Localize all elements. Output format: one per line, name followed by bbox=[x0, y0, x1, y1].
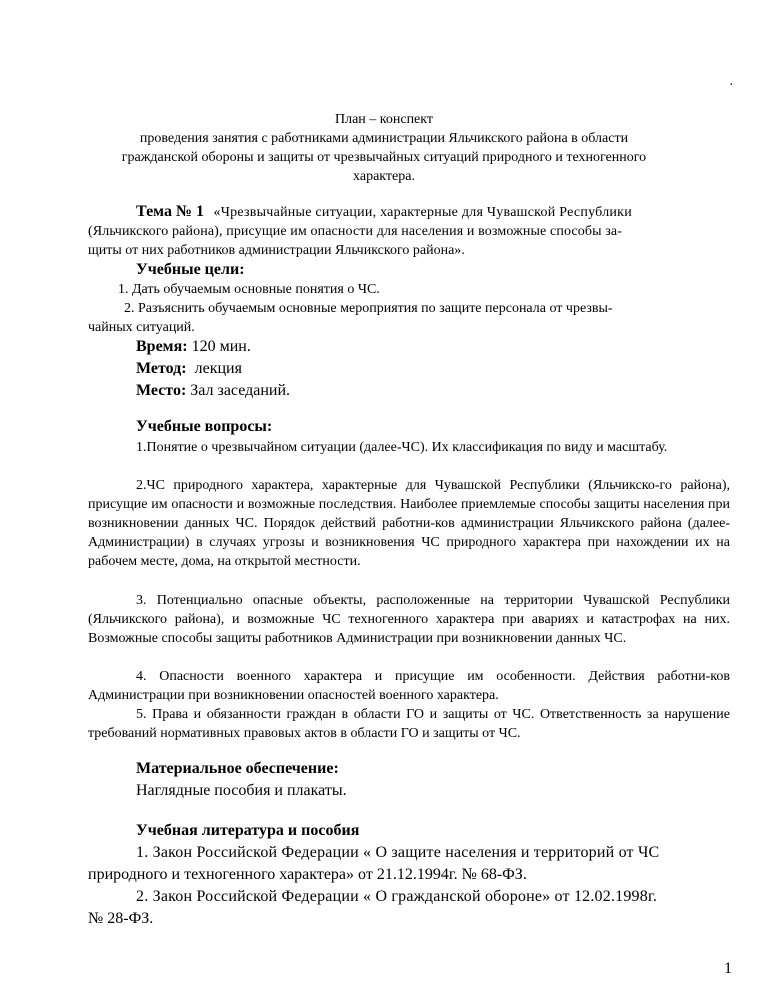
corner-mark: . bbox=[729, 74, 733, 89]
question-5: 5. Права и обязанности граждан в области ГО и защиты от ЧС. Ответственность за нарушение требований нормативных правовых актов в области ГО и защиты от ЧС. bbox=[88, 707, 730, 741]
title-line-3: гражданской обороны и защиты от чрезвычайных ситуаций природного и техногенного bbox=[121, 150, 647, 165]
place-label: Место: bbox=[136, 382, 187, 399]
question-2: 2.ЧС природного характера, характерные для Чувашской Республики (Яльчикско-го района), присущие им опасности и возможные последствия. Наиболее приемлемые способы защиты населения при возникновении данных ЧС. Порядок действий работни-ков администрации Яльчикского района (далее- Администрации) в случаях угрозы и возникновения ЧС природного характера при нахождении их на рабочем месте, дома, на открытой местности. bbox=[88, 478, 730, 569]
literature-2: 2. Закон Российской Федерации « О гражданской обороне» от 12.02.1998г. bbox=[136, 888, 658, 905]
question-3: 3. Потенциально опасные объекты, расположенные на территории Чувашской Республики (Яльчикского района), и возможные ЧС техногенного характера при авариях и катастрофах на них. Возможные способы защиты работников Администрации при возникновении данных ЧС. bbox=[88, 593, 730, 646]
method-line bbox=[136, 360, 242, 378]
goals-item-1: 1. Дать обучаемым основные понятия о ЧС. bbox=[118, 282, 380, 297]
time-line bbox=[136, 338, 251, 356]
material-text: Наглядные пособия и плакаты. bbox=[136, 782, 347, 799]
time-value: 120 мин. bbox=[191, 338, 251, 355]
goals-item-2: 2. Разъяснить обучаемым основные мероприятия по защите персонала от чрезвы- bbox=[124, 301, 613, 316]
theme-line-1 bbox=[136, 203, 632, 221]
title-line-1: План – конспект bbox=[334, 112, 434, 127]
time-label: Время: bbox=[136, 338, 188, 355]
title-line-4: характера. bbox=[353, 169, 415, 184]
theme-text-1: «Чрезвычайные ситуации, характерные для Чувашской Республики bbox=[213, 205, 632, 220]
theme-label: Тема № 1 bbox=[136, 203, 205, 220]
goals-item-2-cont: чайных ситуаций. bbox=[88, 320, 195, 335]
method-value: лекция bbox=[194, 360, 242, 377]
literature-1: 1. Закон Российской Федерации « О защите населения и территорий от ЧС bbox=[136, 844, 660, 861]
literature-heading: Учебная литература и пособия bbox=[136, 822, 360, 839]
material-heading: Материальное обеспечение: bbox=[136, 760, 339, 777]
literature-1-cont: природного и техногенного характера» от 21.12.1994г. № 68-ФЗ. bbox=[88, 866, 527, 883]
goals-heading: Учебные цели: bbox=[136, 261, 245, 278]
theme-line-2: (Яльчикского района), присущие им опасности для населения и возможные способы за- bbox=[88, 224, 623, 239]
question-4: 4. Опасности военного характера и присущие им особенности. Действия работни-ков Администрации при возникновении опасностей военного характера. bbox=[88, 669, 730, 703]
method-label: Метод: bbox=[136, 360, 187, 377]
literature-2-cont: № 28-ФЗ. bbox=[88, 910, 154, 927]
title-line-2: проведения занятия с работниками администрации Яльчикского района в области bbox=[139, 131, 629, 146]
page-number: 1 bbox=[724, 960, 732, 977]
theme-line-3: щиты от них работников администрации Яльчикского района». bbox=[88, 243, 465, 258]
questions-heading: Учебные вопросы: bbox=[136, 418, 273, 435]
question-1: 1.Понятие о чрезвычайном ситуации (далее-ЧС). Их классификация по виду и масштабу. bbox=[136, 440, 668, 455]
place-value: Зал заседаний. bbox=[190, 382, 291, 399]
place-line bbox=[136, 382, 290, 400]
